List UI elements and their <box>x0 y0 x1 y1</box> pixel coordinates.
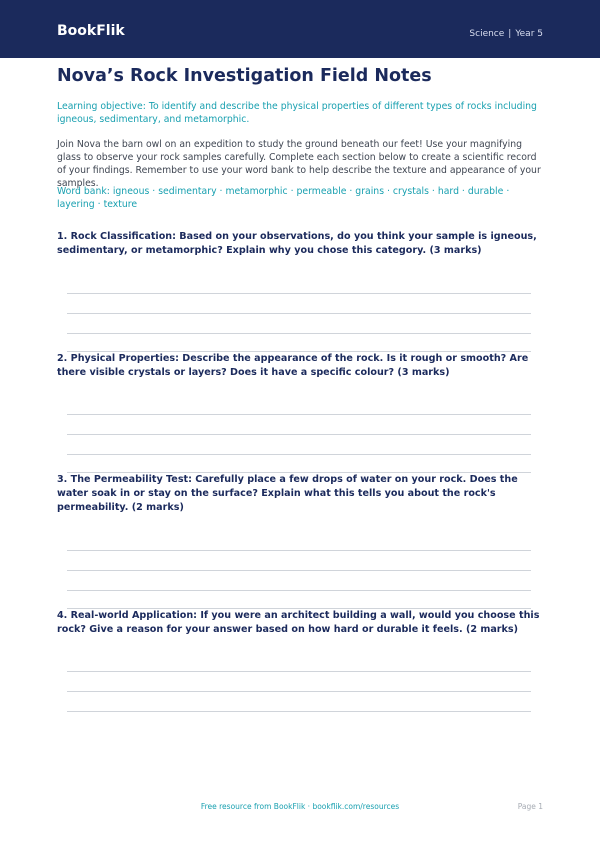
subject-year <box>469 28 543 40</box>
answer-line-q4[interactable] <box>67 671 531 672</box>
question-2: 2. Physical Properties: Describe the appearance of the rock. Is it rough or smooth? Are there visible crystals or layers? Does it have a specific colour? (3 marks) <box>57 353 529 378</box>
word-bank: Word bank: igneous · sedimentary · metamorphic · permeable · grains · crystals · hard · durable · layering · texture <box>57 186 510 210</box>
footer-resource-link[interactable]: Free resource from BookFlik · bookflik.com/resources <box>200 802 400 811</box>
answer-line-q2[interactable] <box>67 454 531 455</box>
answer-line-q4[interactable] <box>67 691 531 692</box>
question-4: 4. Real-world Application: If you were an architect building a wall, would you choose this rock? Give a reason for your answer based on how hard or durable it feels. (2 marks) <box>57 610 540 635</box>
answer-line-q2[interactable] <box>67 414 531 415</box>
answer-line-q1[interactable] <box>67 333 531 334</box>
page-title: Nova’s Rock Investigation Field Notes <box>57 66 432 86</box>
meta-separator: | <box>508 29 512 39</box>
answer-line-q3[interactable] <box>67 590 531 591</box>
question-1: 1. Rock Classification: Based on your observations, do you think your sample is igneous, sedimentary, or metamorphic? Explain why you chose this category. (3 marks) <box>57 231 537 256</box>
intro-paragraph: Join Nova the barn owl on an expedition to study the ground beneath our feet! Use your magnifying glass to observe your rock samples carefully. Complete each section below to create a scientific record of your findings. Remember to use your word bank to help describe the texture and appearance of your samples. <box>57 139 541 189</box>
brand-logo: BookFlik <box>57 23 125 39</box>
answer-line-q1[interactable] <box>67 293 531 294</box>
page-number: Page 1 <box>517 802 543 811</box>
answer-line-q2[interactable] <box>67 434 531 435</box>
year-label: Year 5 <box>515 29 543 39</box>
answer-line-q1[interactable] <box>67 313 531 314</box>
subject-label: Science <box>469 29 505 39</box>
question-3: 3. The Permeability Test: Carefully place a few drops of water on your rock. Does the water soak in or stay on the surface? Explain what this tells you about the rock's permeability. (2 marks) <box>57 474 518 513</box>
answer-line-q4[interactable] <box>67 711 531 712</box>
page-header <box>0 0 600 58</box>
learning-objective: Learning objective: To identify and describe the physical properties of different types of rocks including igneous, sedimentary, and metamorphic. <box>57 101 537 125</box>
answer-line-q3[interactable] <box>67 570 531 571</box>
answer-line-q3[interactable] <box>67 550 531 551</box>
